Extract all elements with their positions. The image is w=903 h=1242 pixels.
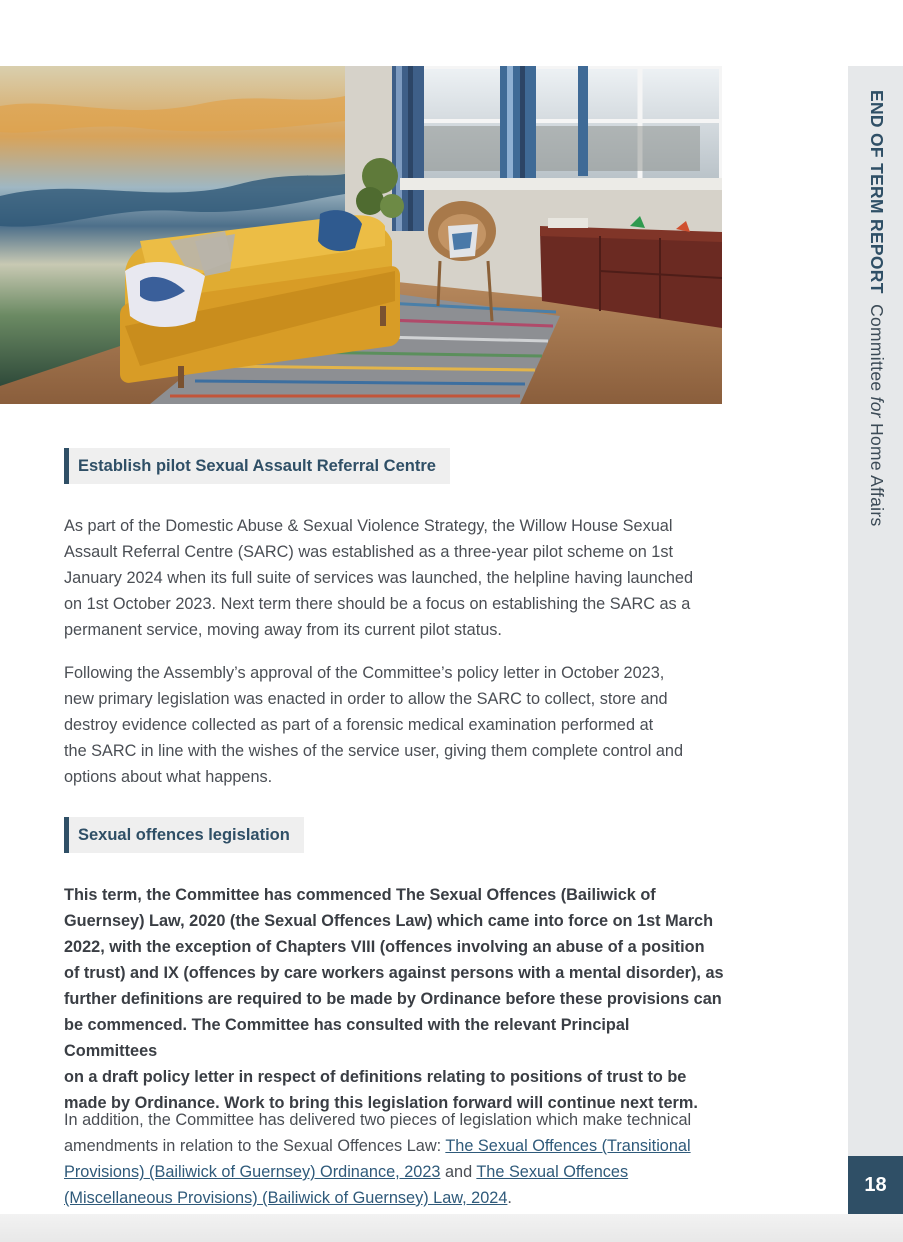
text-line: Following the Assembly’s approval of the Committee’s policy letter in October 2023, bbox=[64, 664, 665, 682]
text-line: This term, the Committee has commenced The Sexual Offences (Bailiwick of bbox=[64, 886, 656, 904]
sidebar-report-title bbox=[866, 90, 887, 527]
text-line: new primary legislation was enacted in order to allow the SARC to collect, store and bbox=[64, 690, 668, 708]
text-line: made by Ordinance. Work to bring this legislation forward will continue next term. bbox=[64, 1094, 698, 1112]
text-line: Assault Referral Centre (SARC) was established as a three-year pilot scheme on 1st bbox=[64, 543, 674, 561]
section-heading-sexual-offences: Sexual offences legislation bbox=[64, 817, 304, 853]
text-line: of trust) and IX (offences by care workers against persons with a mental disorder), as bbox=[64, 964, 724, 982]
committee-suffix: Home Affairs bbox=[867, 417, 887, 527]
text-line: the SARC in line with the wishes of the service user, giving them complete control and bbox=[64, 742, 683, 760]
sarc-room-photo bbox=[0, 66, 722, 404]
text-line: As part of the Domestic Abuse & Sexual Violence Strategy, the Willow House Sexual bbox=[64, 517, 673, 535]
room-illustration bbox=[0, 66, 722, 404]
sexual-offences-paragraph-2 bbox=[64, 1107, 724, 1211]
text-line: on a draft policy letter in respect of definitions relating to positions of trust to be bbox=[64, 1068, 687, 1086]
text-line: Guernsey) Law, 2020 (the Sexual Offences Law) which came into force on 1st March bbox=[64, 912, 714, 930]
text-line: options about what happens. bbox=[64, 768, 273, 786]
text-line: be commenced. The Committee has consulted with the relevant Principal Committees bbox=[64, 1016, 630, 1060]
page-number: 18 bbox=[848, 1156, 903, 1214]
sarc-paragraph-1 bbox=[64, 513, 724, 643]
report-title: END OF TERM REPORT bbox=[867, 90, 887, 294]
section-heading-sarc: Establish pilot Sexual Assault Referral Centre bbox=[64, 448, 450, 484]
sarc-paragraph-2 bbox=[64, 660, 724, 790]
link-text[interactable]: Provisions) (Bailiwick of Guernsey) Ordinance, 2023 bbox=[64, 1163, 441, 1181]
text-line: In addition, the Committee has delivered two pieces of legislation which make technical bbox=[64, 1111, 692, 1129]
text-line: permanent service, moving away from its current pilot status. bbox=[64, 621, 502, 639]
text-line: further definitions are required to be made by Ordinance before these provisions can bbox=[64, 990, 722, 1008]
sexual-offences-paragraph-1 bbox=[64, 882, 724, 1116]
text-line: 2022, with the exception of Chapters VIII (offences involving an abuse of a position bbox=[64, 938, 705, 956]
text-fragment: and bbox=[440, 1163, 477, 1181]
committee-prefix: Committee bbox=[867, 304, 887, 397]
committee-for: for bbox=[867, 396, 887, 418]
text-line: on 1st October 2023. Next term there should be a focus on establishing the SARC as a bbox=[64, 595, 691, 613]
link-text[interactable]: The Sexual Offences (Transitional bbox=[445, 1137, 691, 1155]
text-line: destroy evidence collected as part of a forensic medical examination performed at bbox=[64, 716, 654, 734]
text-line: amendments in relation to the Sexual Offences Law: bbox=[64, 1137, 446, 1155]
page-bottom-edge bbox=[0, 1214, 903, 1242]
text-line: January 2024 when its full suite of services was launched, the helpline having launched bbox=[64, 569, 694, 587]
text-fragment: . bbox=[507, 1189, 512, 1207]
link-text[interactable]: (Miscellaneous Provisions) (Bailiwick of Guernsey) Law, 2024 bbox=[64, 1189, 508, 1207]
link-text[interactable]: The Sexual Offences bbox=[476, 1163, 629, 1181]
